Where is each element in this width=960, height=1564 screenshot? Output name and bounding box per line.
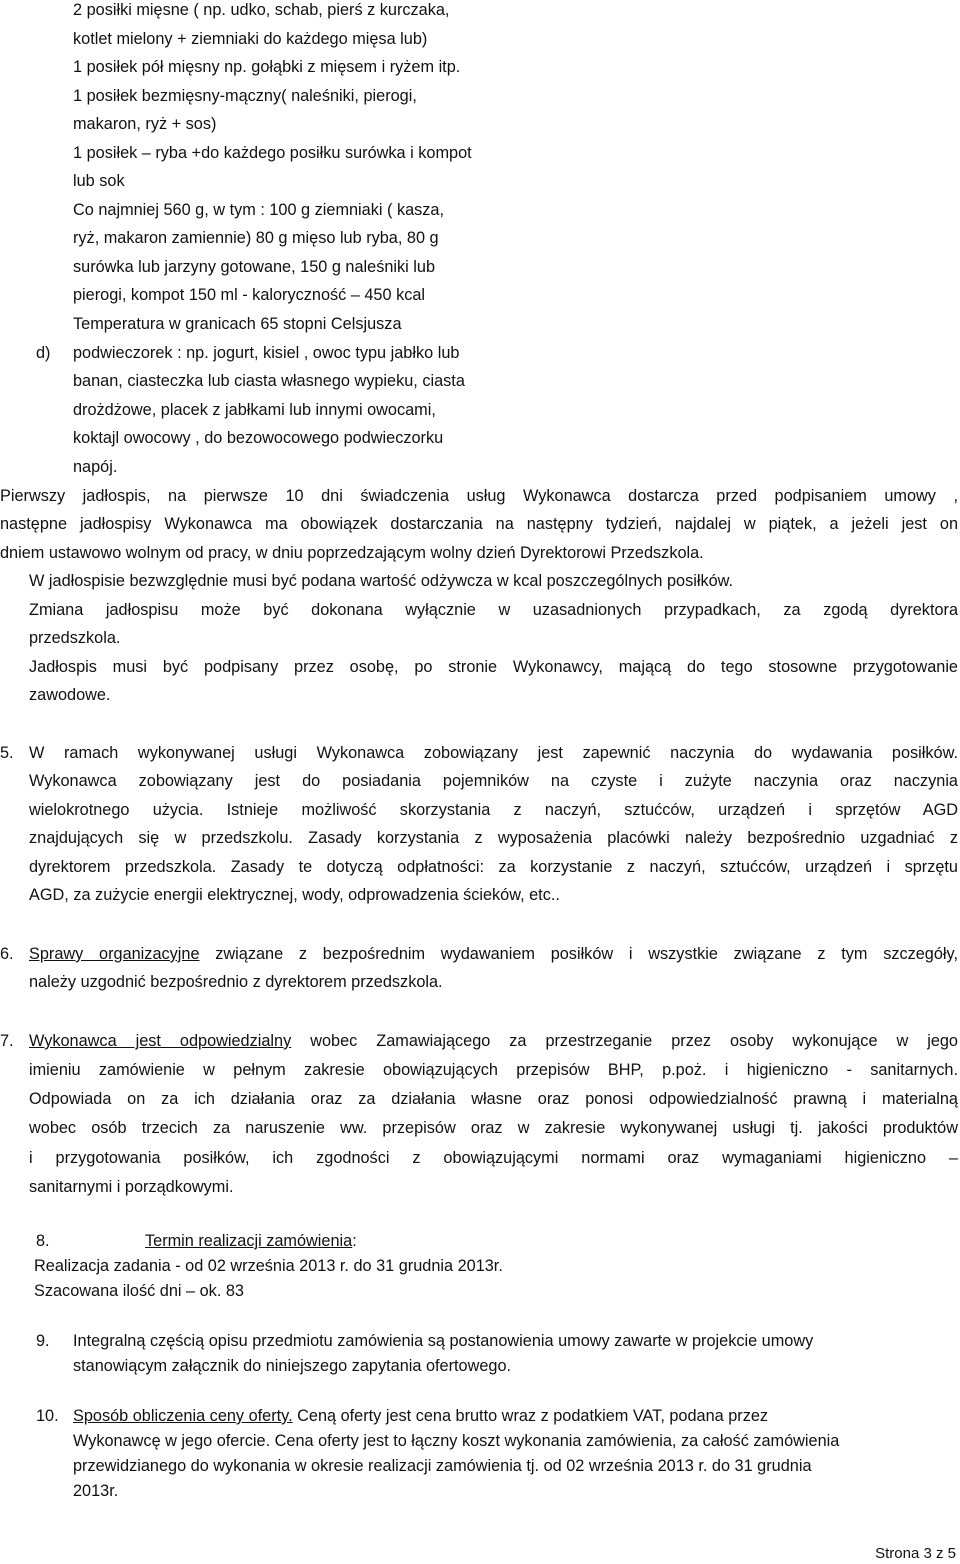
paragraph-line: Jadłospis musi być podpisany przez osobę, po stronie Wykonawcy, mającą do tego stosowne przygotowanie [29,658,958,676]
heading-suffix: : [352,1232,357,1250]
menu-line: makaron, ryż + sos) [73,115,217,133]
menu-line: surówka lub jarzyny gotowane, 150 g naleśniki lub [73,258,436,276]
menu-item-d-line: banan, ciasteczka lub ciasta własnego wypieku, ciasta [73,372,465,390]
section-line: W ramach wykonywanej usługi Wykonawca zobowiązany jest zapewnić naczynia do wydawania posiłków. [29,744,958,762]
section-line: przewidzianego do wykonania w okresie realizacji zamówienia tj. od 02 września 2013 r. do 31 grudnia [73,1457,812,1475]
paragraph-line: W jadłospisie bezwzględnie musi być podana wartość odżywcza w kcal poszczególnych posiłków. [29,572,734,590]
section-number: 6. [0,945,14,963]
paragraph-line: przedszkola. [29,629,121,647]
menu-line: 1 posiłek pół mięsny np. gołąbki z mięsem i ryżem itp. [73,58,461,76]
paragraph-line: następne jadłospisy Wykonawca ma obowiązek dostarczania na następny tydzień, najdalej w piątek, a jeżeli jest on [0,515,958,533]
menu-item-d-line: drożdżowe, placek z jabłkami lub innymi owocami, [73,401,436,419]
section-line: wobec osób trzecich za naruszenie ww. przepisów oraz w zakresie wykonywanej usługi tj. jakości produktów [29,1119,958,1137]
paragraph-line: zawodowe. [29,686,111,704]
section-line: i przygotowania posiłków, ich zgodności z obowiązującymi normami oraz wymaganiami higieniczno – [29,1149,958,1167]
paragraph-line: dniem ustawowo wolnym od pracy, w dniu poprzedzającym wolny dzień Dyrektorowi Przedszkola. [0,544,704,562]
section-heading: Sprawy organizacyjne [29,945,200,963]
section-line: Wykonawca zobowiązany jest do posiadania pojemników na czyste i zużyte naczynia oraz naczynia [29,772,958,790]
menu-line: 1 posiłek – ryba +do każdego posiłku surówka i kompot [73,144,472,162]
section-line: znajdujących się w przedszkolu. Zasady korzystania z wyposażenia placówki należy bezpośrednio uzgadniać z [29,829,958,847]
menu-item-d-line: podwieczorek : np. jogurt, kisiel , owoc typu jabłko lub [73,344,460,362]
section-text: Ceną oferty jest cena brutto wraz z podatkiem VAT, podana przez [292,1407,769,1425]
section-line [73,1406,768,1426]
menu-line: lub sok [73,172,125,190]
section-heading: Sposób obliczenia ceny oferty. [73,1407,293,1425]
section-number: 5. [0,744,14,762]
section-line: należy uzgodnić bezpośrednio z dyrektorem przedszkola. [29,973,443,991]
menu-line: ryż, makaron zamiennie) 80 g mięso lub ryba, 80 g [73,229,439,247]
menu-line: 1 posiłek bezmięsny-mączny( naleśniki, pierogi, [73,87,417,105]
section-line: imieniu zamówienie w pełnym zakresie obowiązujących przepisów BHP, p.poż. i higieniczno - sanitarnych. [29,1061,958,1079]
section-line [29,944,958,964]
section-number: 9. [36,1332,50,1350]
menu-line: 2 posiłki mięsne ( np. udko, schab, pierś z kurczaka, [73,1,450,19]
list-marker: d) [36,344,51,362]
section-heading: Termin realizacji zamówienia [145,1232,353,1250]
menu-item-d-line: koktajl owocowy , do bezowocowego podwieczorku [73,429,444,447]
section-line: Integralną częścią opisu przedmiotu zamówienia są postanowienia umowy zawarte w projekcie umowy [73,1332,814,1350]
section-line: Wykonawcę w jego ofercie. Cena oferty jest to łączny koszt wykonania zamówienia, za całość zamówienia [73,1432,840,1450]
section-text: związane z bezpośrednim wydawaniem posiłków i wszystkie związane z tym szczegóły, [215,945,958,963]
section-line: Szacowana ilość dni – ok. 83 [34,1282,244,1300]
section-number: 10. [36,1407,59,1425]
section-number: 7. [0,1032,14,1050]
section-line: stanowiącym załącznik do niniejszego zapytania ofertowego. [73,1357,512,1375]
page-number: Strona 3 z 5 [875,1545,956,1562]
section-number: 8. [36,1232,50,1250]
menu-item-d-line: napój. [73,458,118,476]
section-line: sanitarnymi i porządkowymi. [29,1178,234,1196]
menu-line: kotlet mielony + ziemniaki do każdego mięsa lub) [73,30,428,48]
section-heading: Wykonawca jest odpowiedzialny [29,1032,292,1050]
section-line: 2013r. [73,1482,119,1500]
section-heading-line [145,1231,357,1251]
paragraph-line: Pierwszy jadłospis, na pierwsze 10 dni świadczenia usług Wykonawca dostarcza przed podpisaniem umowy , [0,487,958,505]
section-line: AGD, za zużycie energii elektrycznej, wody, odprowadzenia ścieków, etc.. [29,886,560,904]
section-line: Odpowiada on za ich działania oraz za działania własne oraz ponosi odpowiedzialność prawną i materialną [29,1090,958,1108]
section-line: wielokrotnego użycia. Istnieje możliwość skorzystania z naczyń, sztućców, urządzeń i sprzętów AGD [29,801,958,819]
section-line [29,1031,958,1051]
menu-line: Co najmniej 560 g, w tym : 100 g ziemniaki ( kasza, [73,201,445,219]
section-line: dyrektorem przedszkola. Zasady te dotyczą odpłatności: za korzystanie z naczyń, sztućców, urządzeń i sprzętu [29,858,958,876]
menu-line: pierogi, kompot 150 ml - kaloryczność – 450 kcal [73,286,426,304]
section-line: Realizacja zadania - od 02 września 2013 r. do 31 grudnia 2013r. [34,1257,503,1275]
paragraph-line: Zmiana jadłospisu może być dokonana wyłącznie w uzasadnionych przypadkach, za zgodą dyrektora [29,601,958,619]
menu-line: Temperatura w granicach 65 stopni Celsjusza [73,315,402,333]
section-text: wobec Zamawiającego za przestrzeganie przez osoby wykonujące w jego [310,1032,958,1050]
